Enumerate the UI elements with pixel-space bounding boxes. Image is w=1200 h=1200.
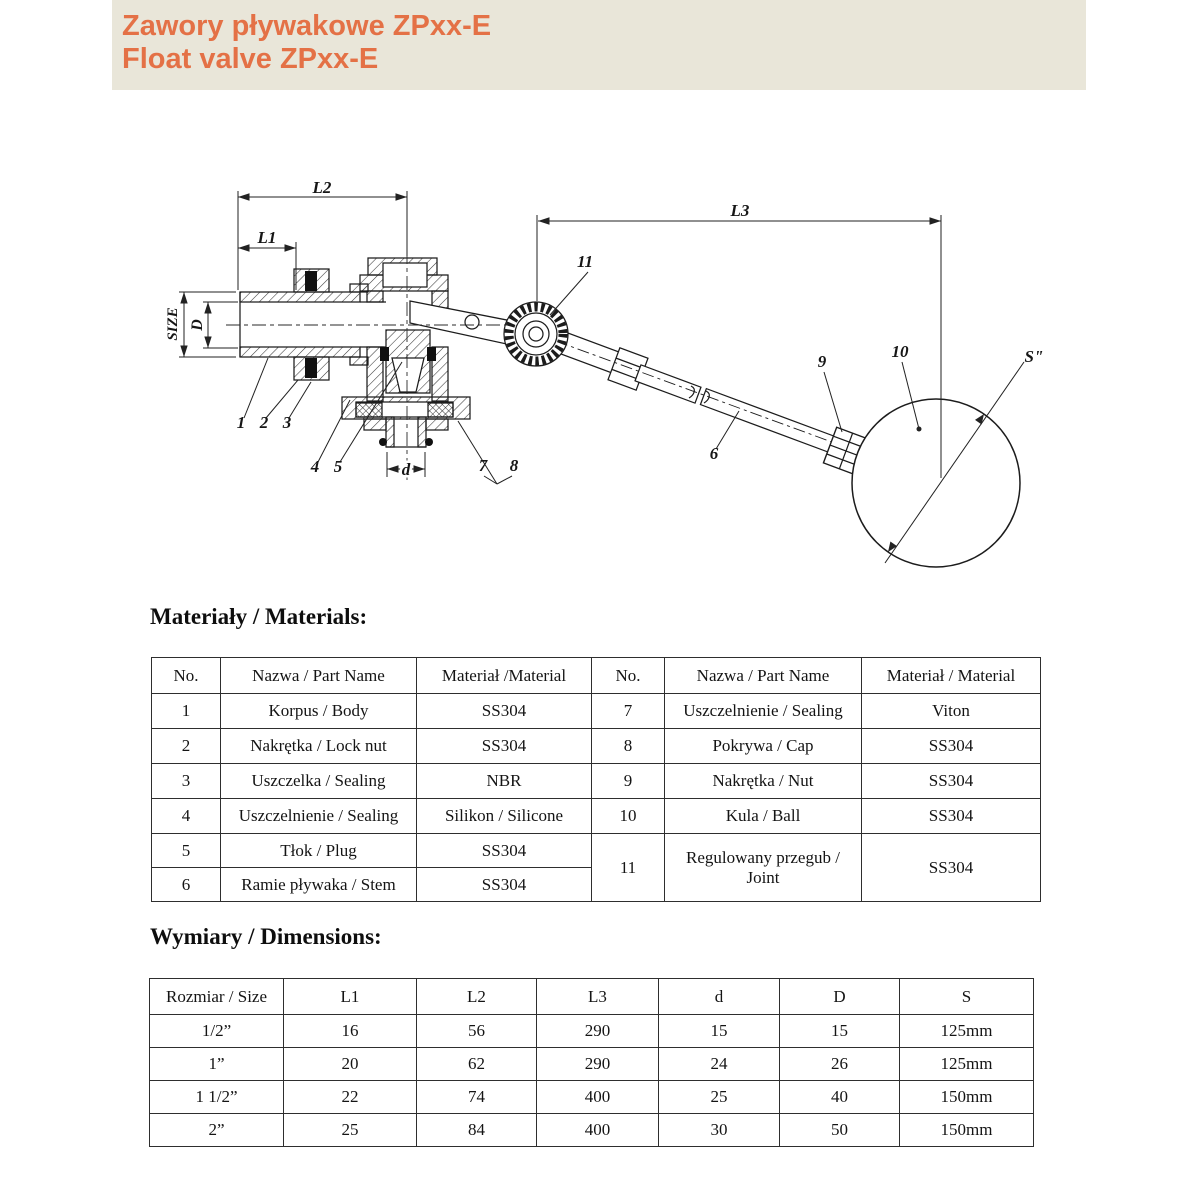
cell-D: 50 — [780, 1114, 900, 1147]
cell-l1: 22 — [284, 1081, 417, 1114]
cell-d: 15 — [659, 1015, 780, 1048]
part-label-6: 6 — [709, 444, 719, 463]
col-header-no: No. — [152, 658, 221, 694]
dimensions-table — [149, 978, 1034, 1147]
cell-name: Kula / Ball — [665, 799, 862, 834]
table-row — [150, 1114, 1034, 1147]
cell-l3: 290 — [537, 1048, 659, 1081]
part-label-1: 1 — [236, 413, 246, 432]
cell-name: Korpus / Body — [221, 694, 417, 729]
dim-label-s: S" — [1024, 347, 1044, 366]
col-header-name: Nazwa / Part Name — [221, 658, 417, 694]
table-header-row — [150, 979, 1034, 1015]
dim-label-d: d — [401, 460, 411, 479]
cell-material: NBR — [417, 764, 592, 799]
col-header-d: d — [659, 979, 780, 1015]
cell-d: 30 — [659, 1114, 780, 1147]
float-ball — [852, 399, 1020, 567]
cell-no: 4 — [152, 799, 221, 834]
table-row — [150, 1048, 1034, 1081]
leader-lines — [244, 272, 922, 484]
part-label-11: 11 — [576, 252, 594, 271]
cell-no: 7 — [592, 694, 665, 729]
cell-l3: 400 — [537, 1114, 659, 1147]
cell-size: 2” — [150, 1114, 284, 1147]
cell-size: 1 1/2” — [150, 1081, 284, 1114]
dim-label-l3: L3 — [730, 201, 750, 220]
cell-l3: 400 — [537, 1081, 659, 1114]
dim-label-D: D — [189, 319, 206, 331]
cell-l1: 20 — [284, 1048, 417, 1081]
pipe-inlet — [240, 284, 386, 365]
cell-s: 125mm — [900, 1048, 1034, 1081]
cell-size: 1” — [150, 1048, 284, 1081]
outlet-tube — [379, 417, 433, 447]
cell-no: 6 — [152, 868, 221, 902]
cell-name: Nakrętka / Lock nut — [221, 729, 417, 764]
cell-l1: 16 — [284, 1015, 417, 1048]
col-header-l1: L1 — [284, 979, 417, 1015]
cell-l2: 74 — [417, 1081, 537, 1114]
cell-no: 11 — [592, 834, 665, 902]
cell-s: 125mm — [900, 1015, 1034, 1048]
table-row — [152, 799, 1041, 834]
page-title-en: Float valve ZPxx-E — [122, 43, 379, 75]
col-header-no: No. — [592, 658, 665, 694]
cell-l2: 56 — [417, 1015, 537, 1048]
col-header-l2: L2 — [417, 979, 537, 1015]
cell-name: Uszczelnienie / Sealing — [221, 799, 417, 834]
cell-name: Pokrywa / Cap — [665, 729, 862, 764]
cell-name: Ramie pływaka / Stem — [221, 868, 417, 902]
cell-l2: 84 — [417, 1114, 537, 1147]
cell-l1: 25 — [284, 1114, 417, 1147]
bottom-cap — [342, 397, 470, 430]
col-header-D: D — [780, 979, 900, 1015]
cell-D: 15 — [780, 1015, 900, 1048]
table-row — [152, 764, 1041, 799]
page-title-pl: Zawory pływakowe ZPxx-E — [122, 10, 492, 42]
cell-material: Viton — [862, 694, 1041, 729]
cell-material: SS304 — [862, 729, 1041, 764]
cell-material: SS304 — [417, 694, 592, 729]
adjustable-joint — [504, 302, 568, 366]
col-header-material: Materiał /Material — [417, 658, 592, 694]
cell-material: SS304 — [417, 729, 592, 764]
cell-material: SS304 — [862, 799, 1041, 834]
cell-material: SS304 — [862, 764, 1041, 799]
cell-d: 25 — [659, 1081, 780, 1114]
table-row — [150, 1015, 1034, 1048]
cell-no: 9 — [592, 764, 665, 799]
part-label-10: 10 — [891, 342, 909, 361]
cell-name: Regulowany przegub / Joint — [665, 834, 862, 902]
cell-d: 24 — [659, 1048, 780, 1081]
cell-no: 8 — [592, 729, 665, 764]
cell-material: SS304 — [862, 834, 1041, 902]
col-header-s: S — [900, 979, 1034, 1015]
dimensions-heading: Wymiary / Dimensions: — [150, 924, 382, 949]
cell-material: SS304 — [417, 868, 592, 902]
table-row — [152, 834, 1041, 868]
cell-name: Uszczelnienie / Sealing — [665, 694, 862, 729]
cell-material: SS304 — [417, 834, 592, 868]
part-label-5: 5 — [333, 457, 343, 476]
cell-no: 3 — [152, 764, 221, 799]
cell-no: 2 — [152, 729, 221, 764]
cell-s: 150mm — [900, 1081, 1034, 1114]
col-header-material: Materiał / Material — [862, 658, 1041, 694]
dim-label-l2: L2 — [312, 178, 332, 197]
cell-name: Nakrętka / Nut — [665, 764, 862, 799]
col-header-name: Nazwa / Part Name — [665, 658, 862, 694]
part-label-2: 2 — [259, 413, 269, 432]
materials-table — [151, 657, 1041, 902]
cell-l3: 290 — [537, 1015, 659, 1048]
part-label-3: 3 — [282, 413, 292, 432]
cell-size: 1/2” — [150, 1015, 284, 1048]
table-row — [150, 1081, 1034, 1114]
part-label-4: 4 — [310, 457, 320, 476]
table-row — [152, 729, 1041, 764]
cell-l2: 62 — [417, 1048, 537, 1081]
col-header-l3: L3 — [537, 979, 659, 1015]
cell-no: 10 — [592, 799, 665, 834]
cell-material: Silikon / Silicone — [417, 799, 592, 834]
cell-no: 1 — [152, 694, 221, 729]
dim-label-l1: L1 — [257, 228, 277, 247]
materials-heading: Materiały / Materials: — [150, 604, 368, 629]
cell-name: Uszczelka / Sealing — [221, 764, 417, 799]
part-label-8: 8 — [509, 456, 519, 475]
cell-s: 150mm — [900, 1114, 1034, 1147]
lock-nut — [294, 269, 329, 380]
col-header-size: Rozmiar / Size — [150, 979, 284, 1015]
table-row — [152, 694, 1041, 729]
cell-D: 40 — [780, 1081, 900, 1114]
dim-label-size: SIZE — [165, 307, 181, 341]
part-label-7: 7 — [478, 456, 488, 475]
cell-name: Tłok / Plug — [221, 834, 417, 868]
cell-D: 26 — [780, 1048, 900, 1081]
cell-no: 5 — [152, 834, 221, 868]
table-header-row — [152, 658, 1041, 694]
part-label-9: 9 — [817, 352, 827, 371]
